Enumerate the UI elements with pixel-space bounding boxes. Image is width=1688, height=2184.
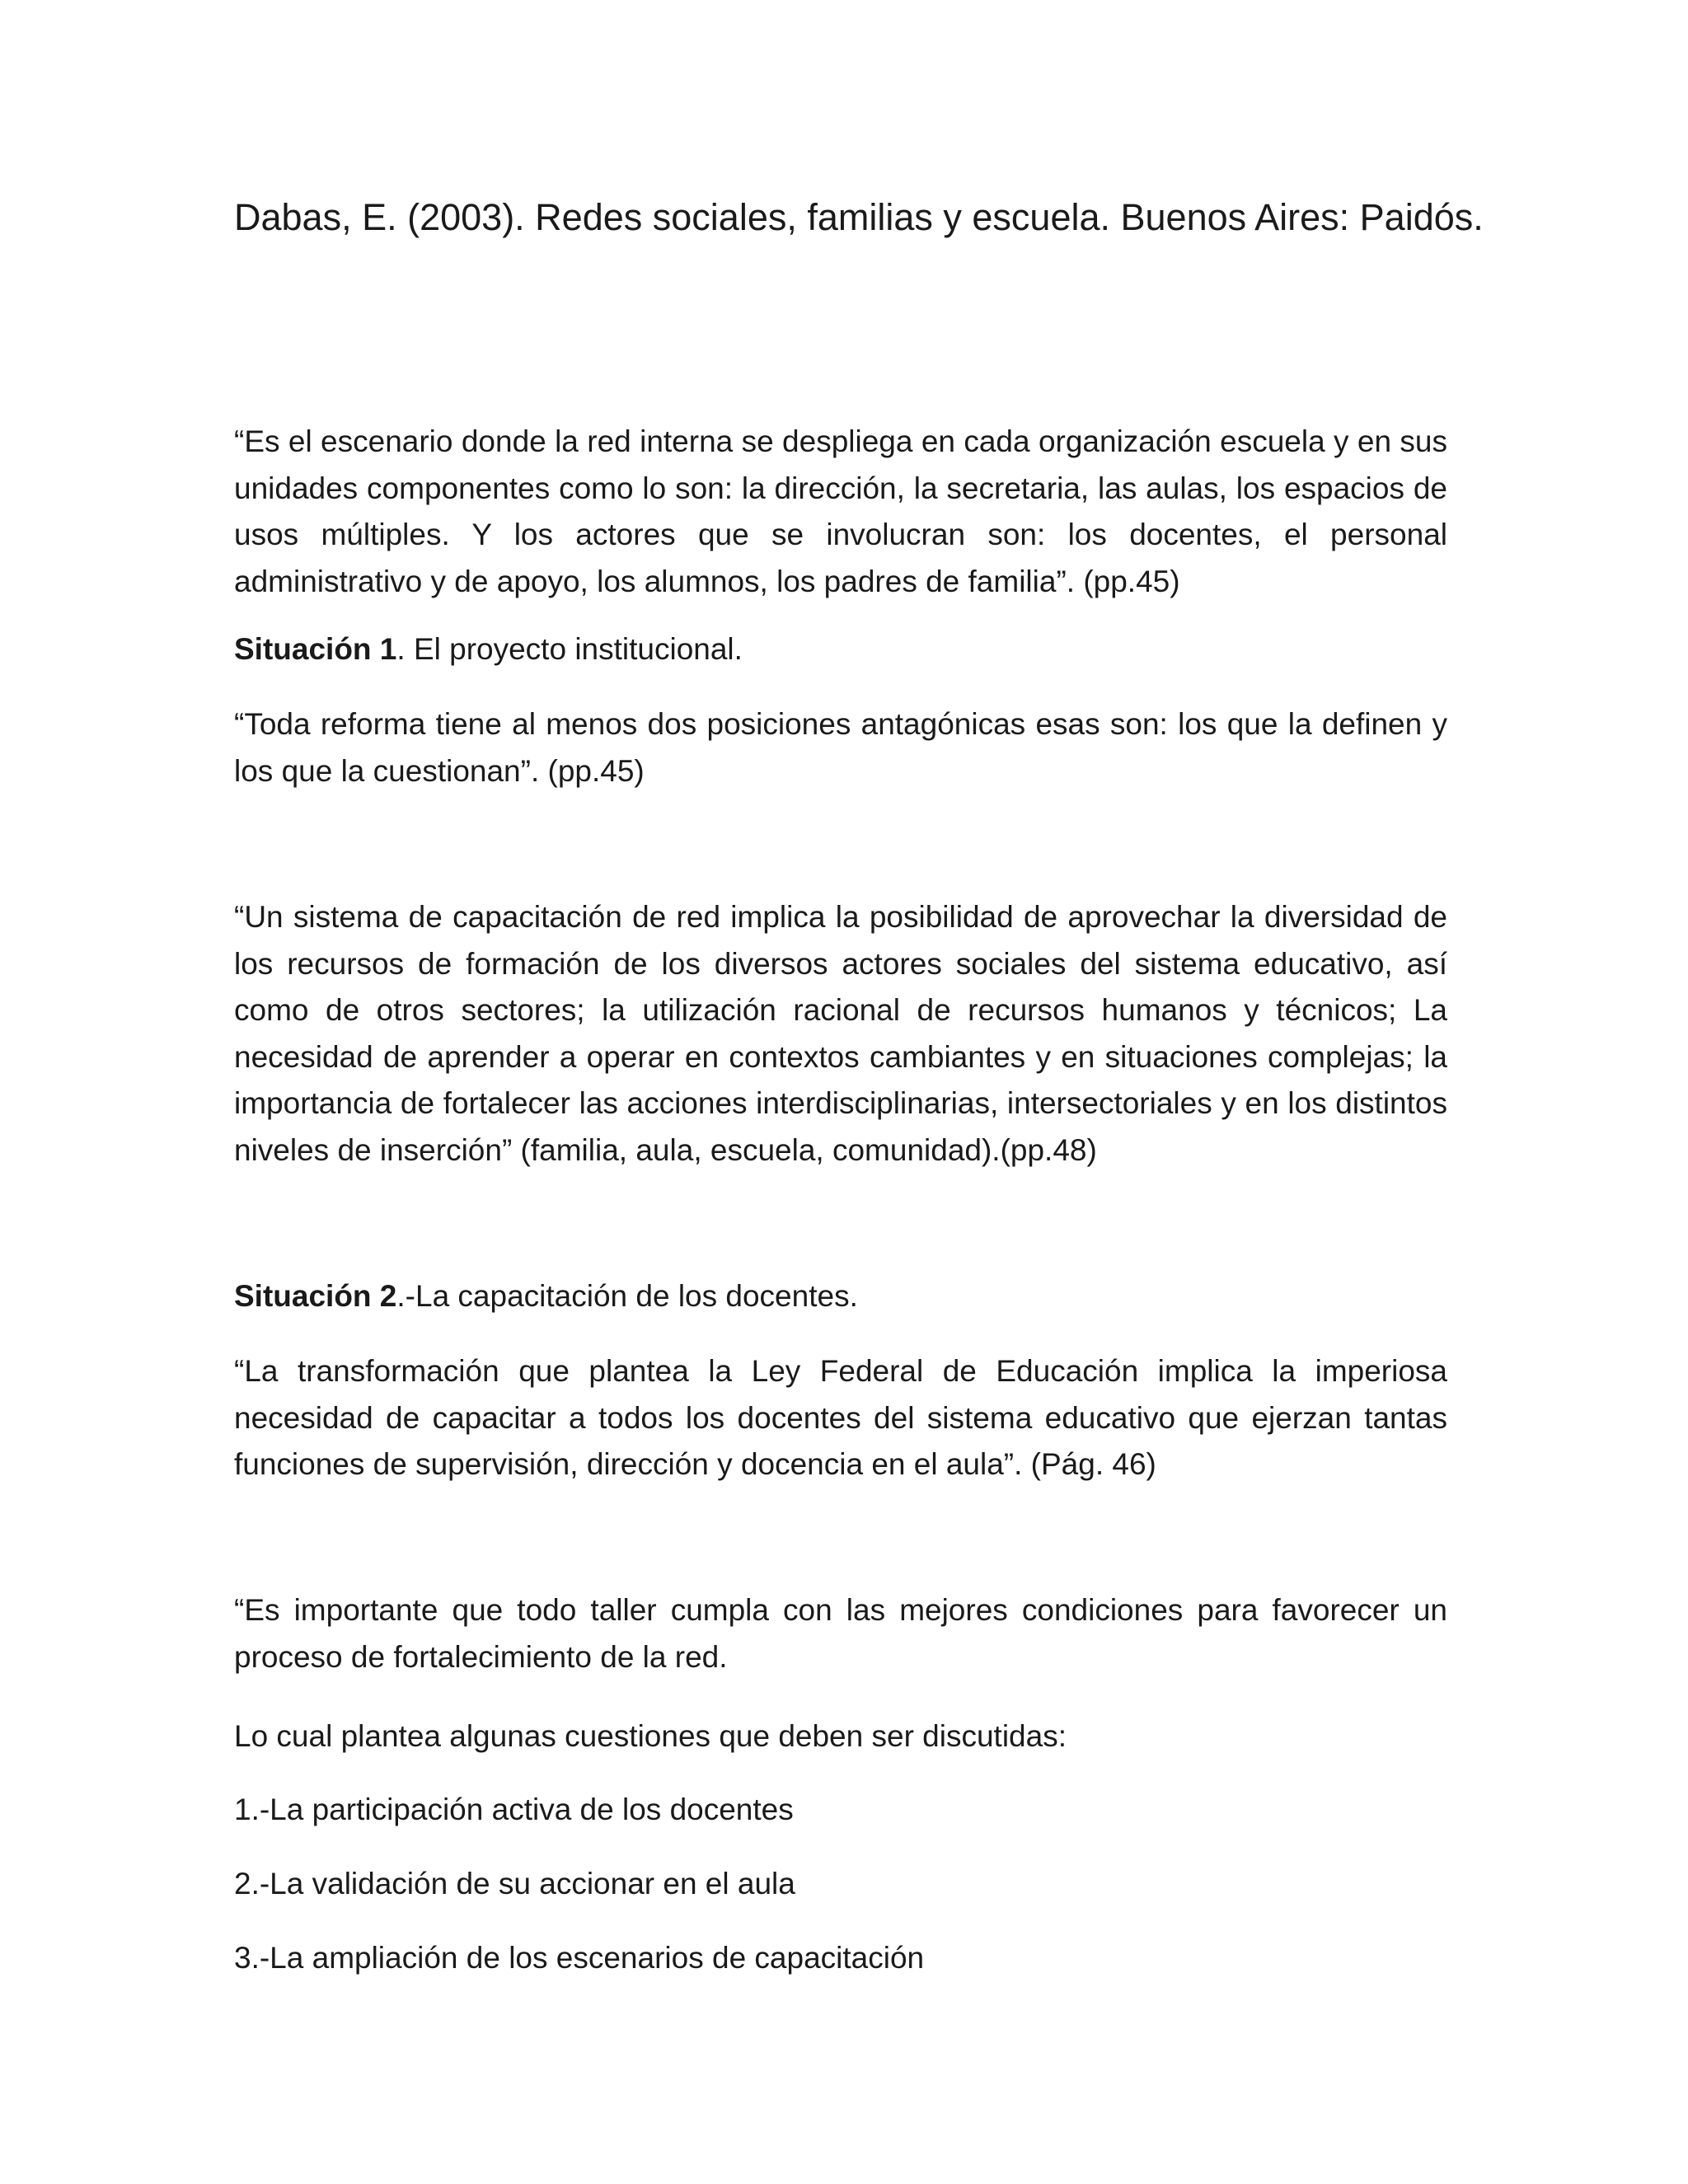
quote-paragraph-3: “Un sistema de capacitación de red implica la posibilidad de aprovechar la diversidad de los recursos de formación de los diversos actores sociales del sistema educativo, así como de otros sectores; la utilización racional de recursos humanos y técnicos; La necesidad de aprender a operar en contextos cambiantes y en situaciones complejas; la importancia de fortalecer las acciones interdisciplinarias, intersectoriales y en los distintos niveles de inserción” (familia, aula, escuela, comunidad).(pp.48): [234, 900, 1447, 1167]
list-intro: Lo cual plantea algunas cuestiones que deben ser discutidas:: [234, 1719, 1067, 1753]
quote-paragraph-2: “Toda reforma tiene al menos dos posiciones antagónicas esas son: los que la definen y los que la cuestionan”. (pp.45): [234, 707, 1447, 788]
list-item: 2.-La validación de su accionar en el aula: [234, 1867, 795, 1900]
quote-paragraph-1: “Es el escenario donde la red interna se despliega en cada organización escuela y en sus unidades componentes como lo son: la dirección, la secretaria, las aulas, los espacios de usos múltiples. Y los actores que se involucran son: los docentes, el personal administrativo y de apoyo, los alumnos, los padres de familia”. (pp.45): [234, 424, 1447, 598]
reference-title: Dabas, E. (2003). Redes sociales, familias y escuela. Buenos Aires: Paidós.: [234, 196, 1484, 238]
situation-2-heading: [234, 1273, 1447, 1320]
situation-1-heading: [234, 626, 1447, 673]
situation-2-text: .-La capacitación de los docentes.: [396, 1279, 858, 1313]
quote-paragraph-4: “La transformación que plantea la Ley Federal de Educación implica la imperiosa necesidad de capacitar a todos los docentes del sistema educativo que ejerzan tantas funciones de supervisión, dirección y docencia en el aula”. (Pág. 46): [234, 1354, 1447, 1481]
situation-1-label: Situación 1: [234, 632, 397, 666]
list-item: 1.-La participación activa de los docentes: [234, 1793, 794, 1826]
quote-paragraph-5: “Es importante que todo taller cumpla con las mejores condiciones para favorecer un proceso de fortalecimiento de la red.: [234, 1593, 1447, 1674]
situation-1-text: . El proyecto institucional.: [396, 632, 743, 666]
list-item: 3.-La ampliación de los escenarios de capacitación: [234, 1941, 925, 1975]
situation-2-label: Situación 2: [234, 1279, 397, 1313]
